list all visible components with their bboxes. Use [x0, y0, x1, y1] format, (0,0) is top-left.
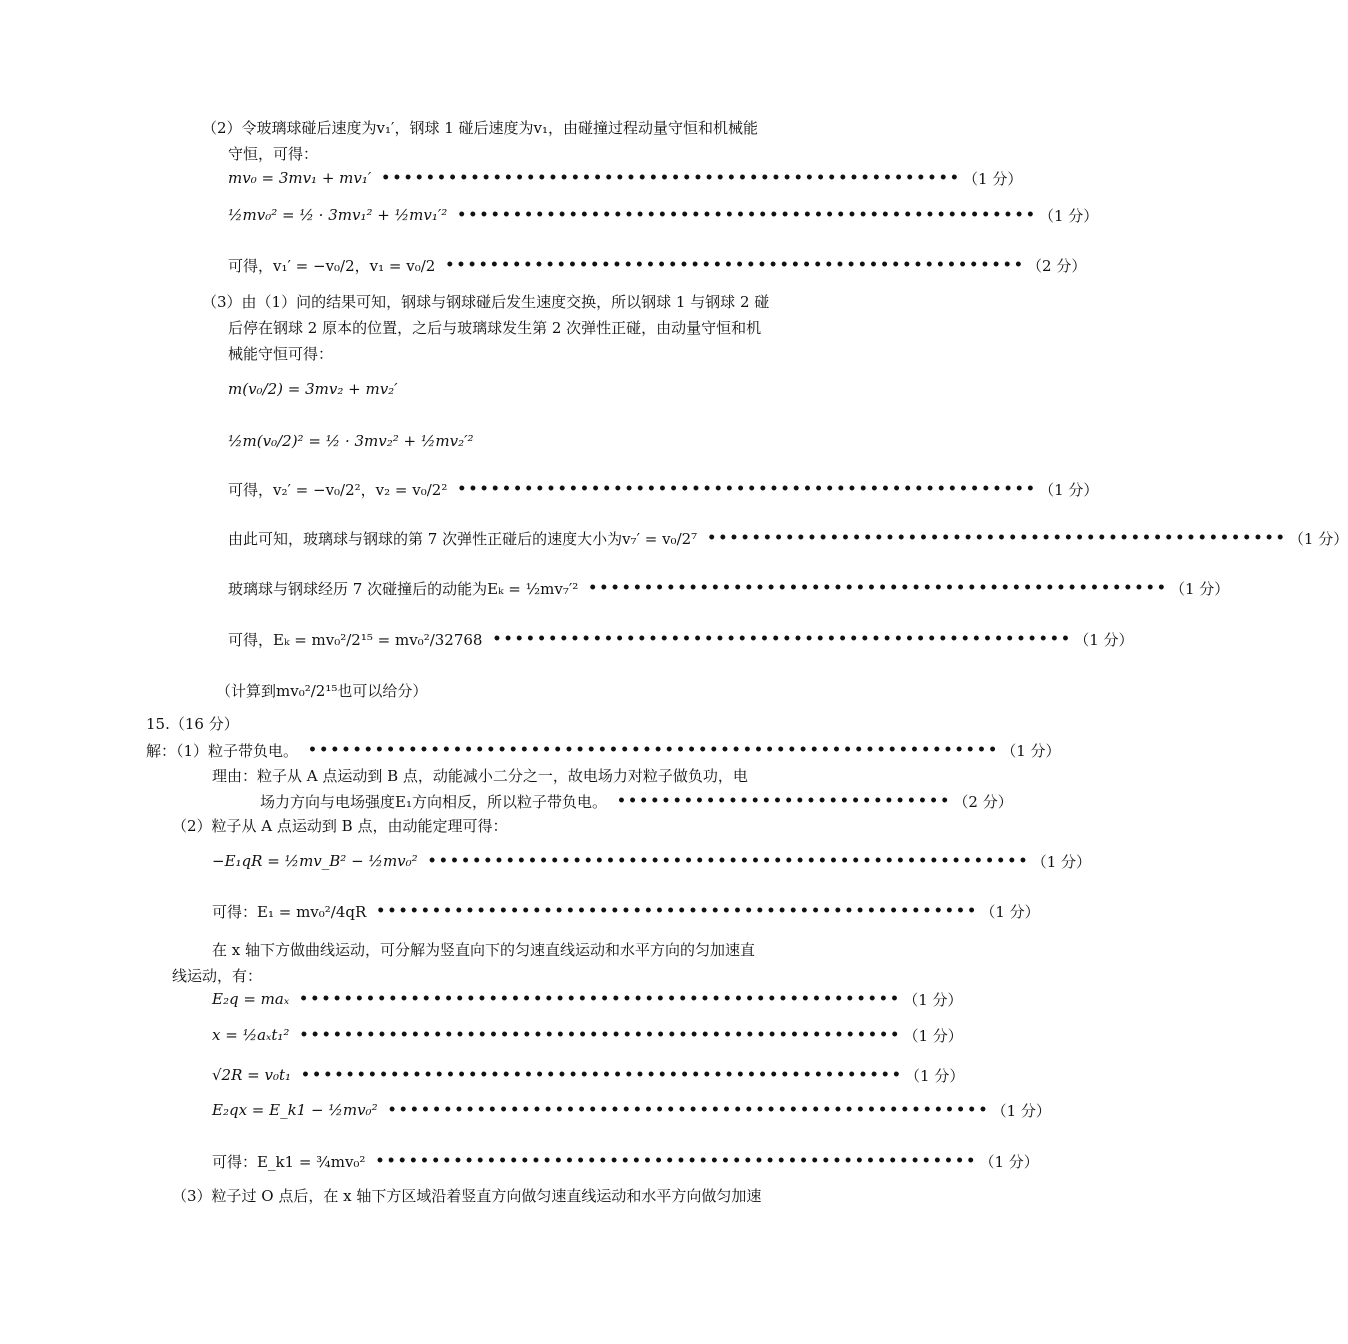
dot-leader: •••••••••••••••••••••••••••••• — [616, 793, 952, 809]
part2-eq3-row — [228, 250, 1087, 280]
dot-leader: •••••••••••••••••••••••••••••••••••••••••••••••••••• — [457, 481, 1038, 497]
part3-line2: 后停在钢球 2 原本的位置，之后与玻璃球发生第 2 次弹性正碰，由动量守恒和机 — [228, 319, 762, 337]
q15-s3: （3）粒子过 O 点后，在 x 轴下方区域沿着竖直方向做匀速直线运动和水平方向做匀加速 — [172, 1187, 762, 1205]
q15-e3: E₂q = maₓ — [212, 990, 290, 1008]
part3-eq5: 玻璃球与钢球经历 7 次碰撞后的动能为Eₖ = ½mv₇′² — [228, 579, 579, 598]
score-label: （1 分） — [905, 1066, 965, 1085]
dot-leader: •••••••••••••••••••••••••••••••••••••••••••••••••••• — [492, 631, 1073, 647]
q15-s1-row — [146, 735, 1061, 765]
q15-reason-line2-row — [260, 786, 1013, 816]
q15-reason-line2: 场力方向与电场强度E₁方向相反，所以粒子带负电。 — [260, 792, 607, 811]
part2-eq3: 可得，v₁′ = −v₀/2，v₁ = v₀/2 — [228, 256, 436, 275]
part2-line2: 守恒，可得： — [228, 145, 319, 163]
q15-e1: −E₁qR = ½mv_B² − ½mv₀² — [212, 852, 418, 870]
dot-leader: •••••••••••••••••••••••••••••••••••••••••••••••••••• — [381, 170, 962, 186]
q15-e5-row — [212, 1060, 965, 1090]
dot-leader: •••••••••••••••••••••••••••••••••••••••••••••••••••••• — [427, 853, 1030, 869]
dot-leader: •••••••••••••••••••••••••••••••••••••••••••••••••••••• — [376, 903, 979, 919]
part3-eq4: 由此可知，玻璃球与钢球的第 7 次弹性正碰后的速度大小为v₇′ = v₀/2⁷ — [228, 529, 698, 548]
part2-eq2-row — [228, 200, 1099, 230]
part3-eq3: 可得，v₂′ = −v₀/2²，v₂ = v₀/2² — [228, 480, 448, 499]
dot-leader: •••••••••••••••••••••••••••••••••••••••••••••••••••• — [445, 257, 1026, 273]
q15-e6-row — [212, 1095, 1051, 1125]
score-label: （2 分） — [1027, 256, 1087, 275]
dot-leader: •••••••••••••••••••••••••••••••••••••••••••••••••••• — [588, 580, 1168, 596]
part3-eq1-row — [228, 374, 808, 404]
part3-line1: （3）由（1）问的结果可知，钢球与钢球碰后发生速度交换，所以钢球 1 与钢球 2 碰 — [202, 293, 770, 311]
score-label: （1 分） — [980, 902, 1040, 921]
q15-s2: （2）粒子从 A 点运动到 B 点，由动能定理可得： — [172, 817, 508, 835]
part3-note: （计算到mv₀²/2¹⁵也可以给分） — [216, 681, 428, 700]
score-label: （1 分） — [1288, 529, 1348, 548]
q15-e4: x = ½aₓt₁² — [212, 1026, 290, 1044]
part3-note-row — [216, 675, 796, 705]
part3-eq6: 可得，Eₖ = mv₀²/2¹⁵ = mv₀²/32768 — [228, 630, 483, 649]
score-label: （1 分） — [1039, 480, 1099, 499]
score-label: （1 分） — [1001, 741, 1061, 760]
q15-e6: E₂qx = E_k1 − ½mv₀² — [212, 1101, 378, 1119]
part3-eq1: m(v₀/2) = 3mv₂ + mv₂′ — [228, 380, 398, 398]
q15-reason-line1: 理由：粒子从 A 点运动到 B 点，动能减小二分之一，故电场力对粒子做负功，电 — [212, 767, 748, 785]
score-label: （1 分） — [1038, 206, 1099, 225]
q15-e1-row — [212, 846, 1091, 876]
part3-eq5-row — [228, 573, 1230, 603]
dot-leader: •••••••••••••••••••••••••••••••••••••••••••••••••••••• — [301, 1067, 904, 1083]
part2-eq2: ½mv₀² = ½ · 3mv₁² + ½mv₁′² — [228, 206, 448, 224]
part3-eq3-row — [228, 474, 1099, 504]
part3-line3: 械能守恒可得： — [228, 345, 334, 363]
score-label: （1 分） — [1074, 630, 1134, 649]
dot-leader: •••••••••••••••••••••••••••••••••••••••••••••••••••• — [707, 530, 1287, 546]
part3-eq2: ½m(v₀/2)² = ½ · 3mv₂² + ½mv₂′² — [228, 432, 474, 450]
score-label: （1 分） — [991, 1101, 1051, 1120]
part3-eq2-row — [228, 426, 808, 456]
dot-leader: •••••••••••••••••••••••••••••••••••••••••••••••••••••••••••••• — [308, 742, 1000, 758]
q15-text-line2: 线运动，有： — [172, 967, 263, 985]
score-label: （1 分） — [963, 169, 1023, 188]
dot-leader: •••••••••••••••••••••••••••••••••••••••••••••••••••• — [457, 207, 1037, 223]
dot-leader: •••••••••••••••••••••••••••••••••••••••••••••••••••••• — [299, 991, 902, 1007]
part2-line1: （2）令玻璃球碰后速度为v₁′，钢球 1 碰后速度为v₁，由碰撞过程动量守恒和机械能 — [202, 119, 759, 137]
score-label: （1 分） — [903, 1026, 963, 1045]
part2-eq1: mv₀ = 3mv₁ + mv₁′ — [228, 169, 372, 187]
score-label: （1 分） — [903, 990, 963, 1009]
q15-e4-row — [212, 1020, 963, 1050]
part3-eq6-row — [228, 624, 1134, 654]
q15-header: 15.（16 分） — [146, 715, 239, 733]
q15-e2-row — [212, 896, 1040, 926]
score-label: （2 分） — [953, 792, 1013, 811]
dot-leader: •••••••••••••••••••••••••••••••••••••••••••••••••••••• — [299, 1027, 902, 1043]
score-label: （1 分） — [1031, 852, 1091, 871]
dot-leader: •••••••••••••••••••••••••••••••••••••••••••••••••••••• — [387, 1102, 990, 1118]
part2-eq1-row — [228, 163, 1023, 193]
q15-e7: 可得：E_k1 = ¾mv₀² — [212, 1152, 366, 1171]
score-label: （1 分） — [979, 1152, 1039, 1171]
q15-s1: 解：（1）粒子带负电。 — [146, 741, 299, 760]
dot-leader: •••••••••••••••••••••••••••••••••••••••••••••••••••••• — [375, 1153, 978, 1169]
part3-eq4-row — [228, 523, 1348, 553]
q15-e3-row — [212, 984, 963, 1014]
q15-e7-row — [212, 1146, 1039, 1176]
score-label: （1 分） — [1170, 579, 1230, 598]
q15-text-line1: 在 x 轴下方做曲线运动，可分解为竖直向下的匀速直线运动和水平方向的匀加速直 — [212, 941, 755, 959]
q15-e5: √2R = v₀t₁ — [212, 1066, 292, 1084]
q15-e2: 可得：E₁ = mv₀²/4qR — [212, 902, 367, 921]
